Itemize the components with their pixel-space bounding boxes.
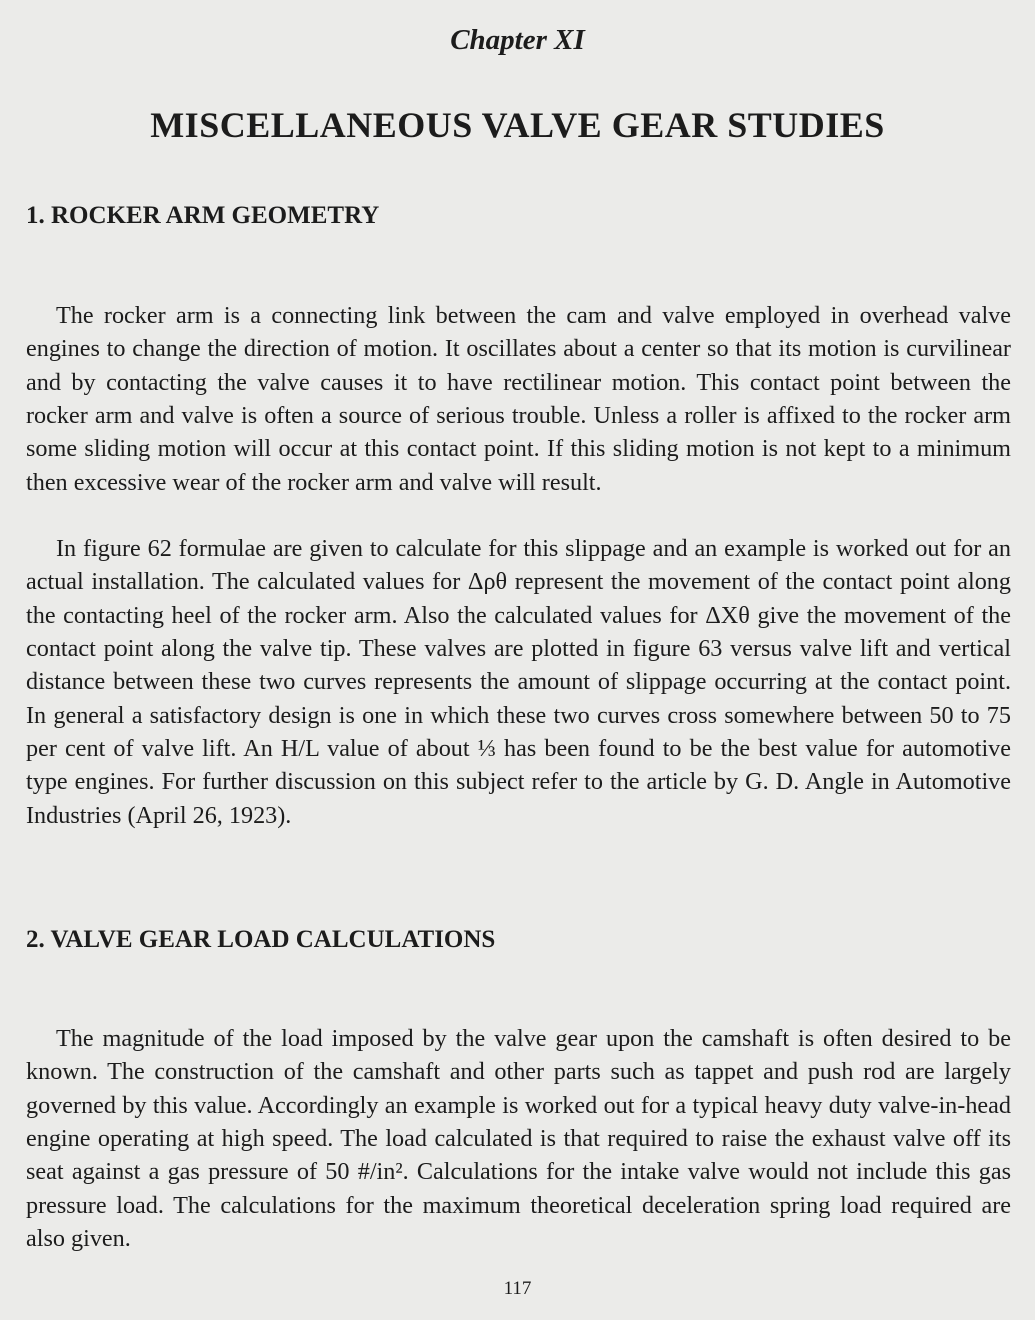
paragraph: The magnitude of the load imposed by the valve gear upon the camshaft is often desired to be known. The construction of the camshaft and other parts such as tappet and push rod are largely governed by this value. Accordingly an example is worked out for a typical heavy duty valve-in-head engine operating at high speed. The load calculated is that required to raise the exhaust valve off its seat against a gas pressure of 50 #/in². Calculations for the intake valve would not include this gas pressure load. The calculations for the maximum theoretical deceleration spring load required are also given.	[26, 1025, 1011, 1252]
section-heading-rocker-arm: 1. ROCKER ARM GEOMETRY	[26, 202, 380, 229]
paragraph: In figure 62 formulae are given to calculate for this slippage and an example is worked out for an actual installation. The calculated values for Δρθ represent the movement of the contact point along the contacting heel of the rocker arm. Also the calculated values for ΔXθ give the movement of the contact point along the valve tip. These valves are plotted in figure 63 versus valve lift and vertical distance between these two curves represents the amount of slippage occurring at the contact point. In general a satisfactory design is one in which these two curves cross somewhere between 50 to 75 per cent of valve lift. An H/L value of about ⅓ has been found to be the best value for automotive type engines. For further discussion on this subject refer to the article by G. D. Angle in Automotive Industries (April 26, 1923).	[26, 535, 1011, 829]
chapter-label: Chapter XI	[450, 24, 585, 56]
section-heading-load-calculations: 2. VALVE GEAR LOAD CALCULATIONS	[26, 926, 496, 953]
page-number: 117	[503, 1278, 532, 1299]
paragraph: The rocker arm is a connecting link between the cam and valve employed in overhead valve engines to change the direction of motion. It oscillates about a center so that its motion is curvilinear and by contacting the valve causes it to have rectilinear motion. This contact point between the rocker arm and valve is often a source of serious trouble. Unless a roller is affixed to the rocker arm some sliding motion will occur at this contact point. If this sliding motion is not kept to a minimum then excessive wear of the rocker arm and valve will result.	[26, 302, 1011, 496]
chapter-title: MISCELLANEOUS VALVE GEAR STUDIES	[150, 105, 885, 145]
